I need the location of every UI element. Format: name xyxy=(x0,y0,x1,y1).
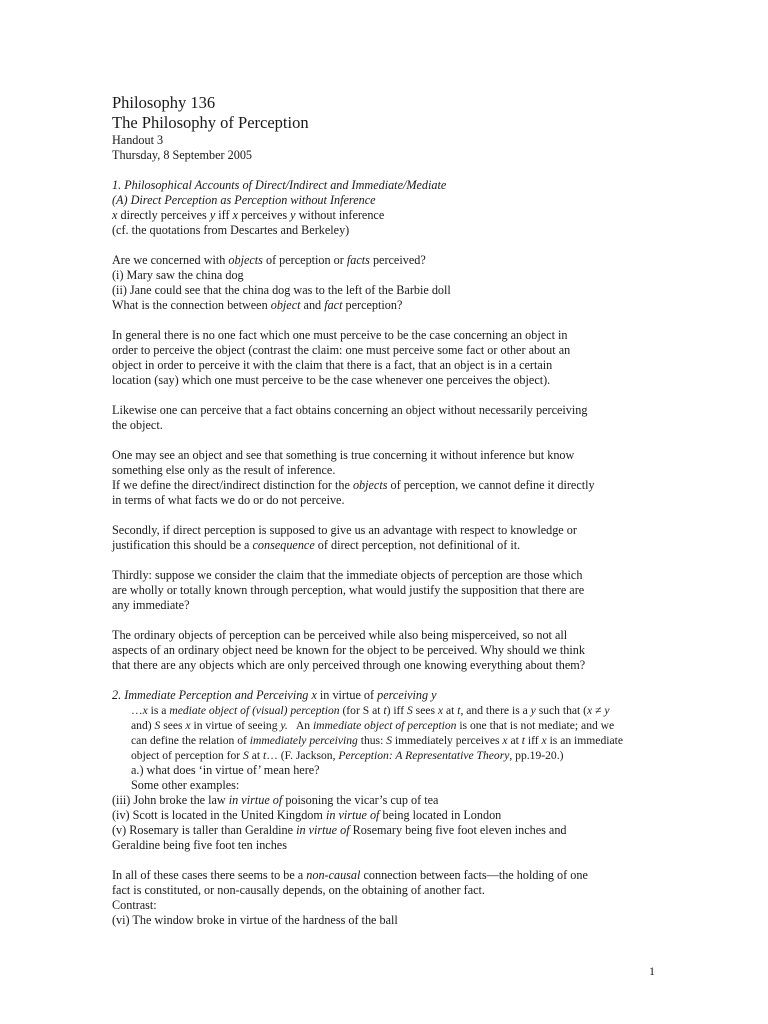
example-iv: (iv) Scott is located in the United Kingdom in virtue of being located in London xyxy=(112,808,502,822)
section2-heading: 2. Immediate Perception and Perceiving x in virtue of perceiving y xyxy=(112,688,437,702)
example-i: (i) Mary saw the china dog xyxy=(112,268,244,282)
document-body xyxy=(112,93,652,928)
course-title: Philosophy 136 xyxy=(112,93,216,112)
handout-title: The Philosophy of Perception xyxy=(112,113,309,132)
example-v-continued: Geraldine being five foot ten inches xyxy=(112,838,287,852)
section1-subheading: (A) Direct Perception as Perception without Inference xyxy=(112,193,376,207)
jackson-quotation: …x is a mediate object of (visual) perception (for S at t) iff S sees x at t, and there is a y such that (x ≠ y and) S sees x in virtue of seeing y. An immediate object of perception is one that is not mediate; and we can define the relation of immediately perceiving thus: S immediately perceives x at t iff x is an immediate object of perception for S at t… (F. Jackson, Perception: A Representative Theory, pp.19-20.) xyxy=(131,704,623,762)
example-v: (v) Rosemary is taller than Geraldine in virtue of Rosemary being five foot eleven inches and xyxy=(112,823,567,837)
paragraph-no-one-fact: In general there is no one fact which one must perceive to be the case concerning an object in order to perceive the object (contrast the claim: one must perceive some fact or other about an object in order to perceive it with the claim that there is a fact, that an object is in a certain location (say) which one must perceive to be the case whenever one perceives the object). xyxy=(112,328,571,387)
page-number: 1 xyxy=(649,964,655,978)
paragraph-non-causal: In all of these cases there seems to be a non-causal connection between facts—the holding of one fact is constituted, or non-causally depends, on the obtaining of another fact. Contrast: (vi) The window broke in virtue of the hardness of the ball xyxy=(112,868,588,927)
paragraph-thirdly: Thirdly: suppose we consider the claim that the immediate objects of perception are those which are wholly or totally known through perception, what would justify the supposition that there are any immediate? xyxy=(112,568,585,612)
paragraph-inference: One may see an object and see that something is true concerning it without inference but know something else only as the result of inference. If we define the direct/indirect distinction for the objects of perception, we cannot define it directly in terms of what facts we do or do not perceive. xyxy=(112,448,595,507)
other-examples-label: Some other examples: xyxy=(131,778,240,792)
paragraph-likewise: Likewise one can perceive that a fact obtains concerning an object without necessarily perceiving the object. xyxy=(112,403,588,432)
question-objects-facts: Are we concerned with objects of perception or facts perceived? xyxy=(112,253,426,267)
example-iii: (iii) John broke the law in virtue of poisoning the vicar’s cup of tea xyxy=(112,793,439,807)
handout-number: Handout 3 xyxy=(112,133,164,147)
paragraph-ordinary-objects: The ordinary objects of perception can be perceived while also being misperceived, so not all aspects of an ordinary object need be known for the object to be perceived. Why should we think that there are any objects which are only perceived through one knowing everything about them? xyxy=(112,628,586,672)
definition-direct-perception: x directly perceives y iff x perceives y without inference xyxy=(112,208,385,222)
section1-heading: 1. Philosophical Accounts of Direct/Indirect and Immediate/Mediate xyxy=(112,178,447,192)
example-ii: (ii) Jane could see that the china dog was to the left of the Barbie doll xyxy=(112,283,451,297)
cf-note: (cf. the quotations from Descartes and Berkeley) xyxy=(112,223,350,237)
paragraph-secondly: Secondly, if direct perception is supposed to give us an advantage with respect to knowledge or justification this should be a consequence of direct perception, not definitional of it. xyxy=(112,523,577,552)
question-connection: What is the connection between object and fact perception? xyxy=(112,298,403,312)
question-in-virtue-of: a.) what does ‘in virtue of’ mean here? xyxy=(131,763,320,777)
handout-date: Thursday, 8 September 2005 xyxy=(112,148,253,162)
